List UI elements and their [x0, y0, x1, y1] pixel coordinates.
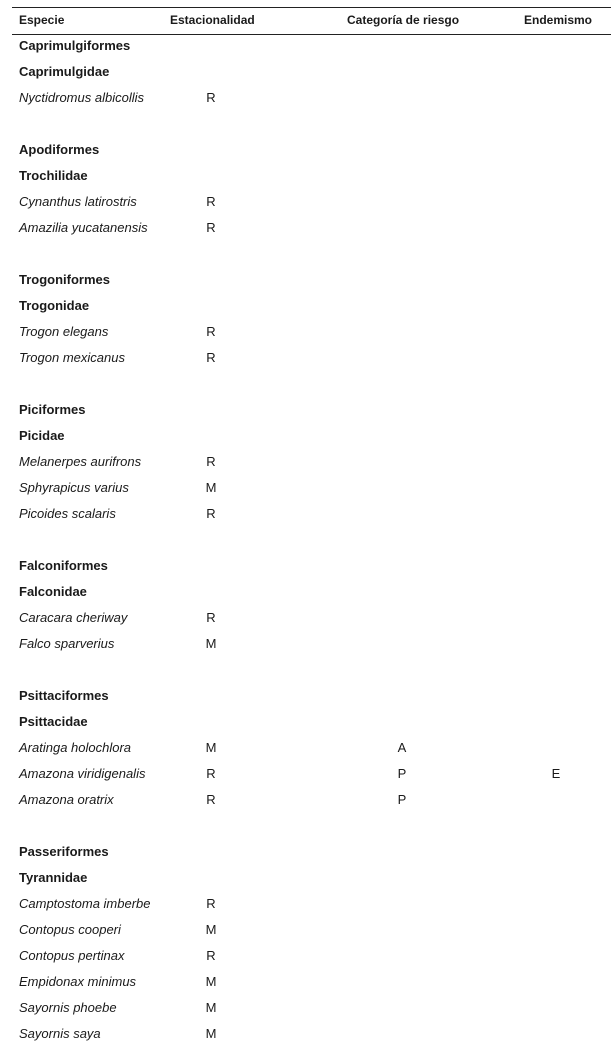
- species-name: Cynanthus latirostris: [19, 194, 137, 209]
- header-estacionalidad: Estacionalidad: [170, 13, 255, 27]
- seasonality-code: R: [206, 766, 216, 781]
- family-name: Picidae: [19, 428, 65, 443]
- family-name: Trochilidae: [19, 168, 88, 183]
- species-name: Contopus cooperi: [19, 922, 121, 937]
- seasonality-code: M: [205, 480, 217, 495]
- header-especie: Especie: [19, 13, 65, 27]
- header-categoria-riesgo: Categoría de riesgo: [347, 13, 460, 27]
- seasonality-code: M: [205, 974, 217, 989]
- order-name: Trogoniformes: [19, 272, 111, 287]
- seasonality-code: R: [206, 350, 216, 365]
- order-name: Caprimulgiformes: [19, 38, 131, 53]
- species-name: Trogon elegans: [19, 324, 109, 339]
- seasonality-code: M: [205, 740, 217, 755]
- seasonality-code: R: [206, 506, 216, 521]
- risk-category-code: P: [397, 792, 407, 807]
- order-name: Apodiformes: [19, 142, 100, 157]
- order-name: Falconiformes: [19, 558, 108, 573]
- species-name: Sayornis saya: [19, 1026, 101, 1041]
- family-name: Tyrannidae: [19, 870, 88, 885]
- seasonality-code: R: [206, 896, 216, 911]
- seasonality-code: M: [205, 1000, 217, 1015]
- seasonality-code: M: [205, 922, 217, 937]
- species-name: Picoides scalaris: [19, 506, 116, 521]
- species-name: Contopus pertinax: [19, 948, 125, 963]
- species-name: Empidonax minimus: [19, 974, 137, 989]
- seasonality-code: R: [206, 324, 216, 339]
- seasonality-code: R: [206, 948, 216, 963]
- species-name: Falco sparverius: [19, 636, 115, 651]
- species-name: Trogon mexicanus: [19, 350, 125, 365]
- species-name: Sphyrapicus varius: [19, 480, 129, 495]
- species-name: Caracara cheriway: [19, 610, 128, 625]
- order-name: Passeriformes: [19, 844, 109, 859]
- table-header-rule: [12, 34, 611, 35]
- risk-category-code: P: [397, 766, 407, 781]
- species-name: Amazilia yucatanensis: [19, 220, 148, 235]
- seasonality-code: R: [206, 454, 216, 469]
- species-name: Amazona viridigenalis: [19, 766, 146, 781]
- species-name: Sayornis phoebe: [19, 1000, 117, 1015]
- family-name: Caprimulgidae: [19, 64, 110, 79]
- seasonality-code: R: [206, 90, 216, 105]
- seasonality-code: R: [206, 220, 216, 235]
- species-name: Camptostoma imberbe: [19, 896, 151, 911]
- seasonality-code: R: [206, 610, 216, 625]
- seasonality-code: M: [205, 636, 217, 651]
- species-name: Melanerpes aurifrons: [19, 454, 142, 469]
- risk-category-code: A: [397, 740, 407, 755]
- order-name: Psittaciformes: [19, 688, 109, 703]
- seasonality-code: M: [205, 1026, 217, 1041]
- header-endemismo: Endemismo: [524, 13, 593, 27]
- family-name: Trogonidae: [19, 298, 90, 313]
- species-name: Amazona oratrix: [19, 792, 114, 807]
- order-name: Piciformes: [19, 402, 86, 417]
- seasonality-code: R: [206, 792, 216, 807]
- seasonality-code: R: [206, 194, 216, 209]
- family-name: Psittacidae: [19, 714, 88, 729]
- endemism-code: E: [551, 766, 561, 781]
- table-top-rule: [12, 7, 611, 8]
- species-name: Nyctidromus albicollis: [19, 90, 144, 105]
- family-name: Falconidae: [19, 584, 87, 599]
- species-name: Aratinga holochlora: [19, 740, 132, 755]
